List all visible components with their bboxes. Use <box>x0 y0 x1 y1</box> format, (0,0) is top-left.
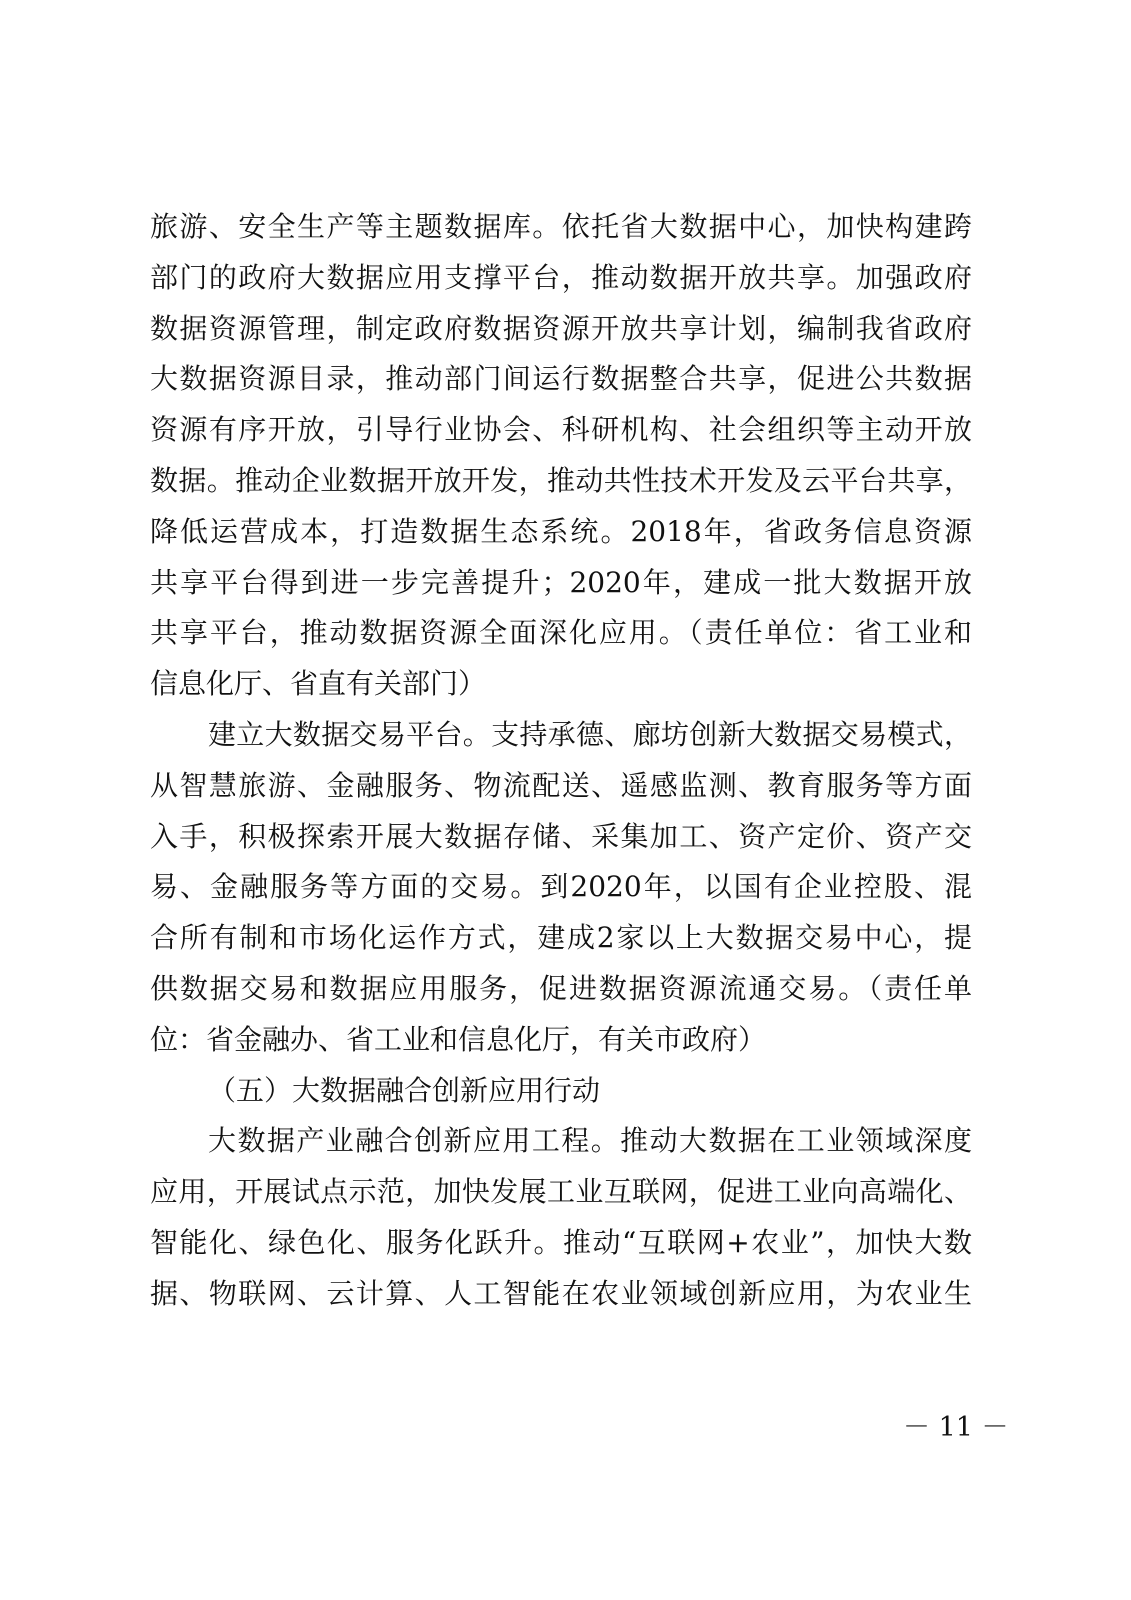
body-line: 共享平台，推动数据资源全面深化应用。（责任单位：省工业和 <box>150 616 972 650</box>
paragraph-heading-line: 建立大数据交易平台。支持承德、廊坊创新大数据交易模式， <box>208 717 972 751</box>
body-line: 部门的政府大数据应用支撑平台，推动数据开放共享。加强政府 <box>150 260 972 294</box>
body-line: 数据资源管理，制定政府数据资源开放共享计划，编制我省政府 <box>150 311 972 345</box>
body-line: 智能化、绿色化、服务化跃升。推动“互联网+农业”，加快大数 <box>150 1225 972 1259</box>
body-line: 降低运营成本，打造数据生态系统。2018年，省政务信息资源 <box>150 514 972 548</box>
body-line: 入手，积极探索开展大数据存储、采集加工、资产定价、资产交 <box>150 819 972 853</box>
body-line: 大数据资源目录，推动部门间运行数据整合共享，促进公共数据 <box>150 362 972 396</box>
document-body <box>150 202 972 1320</box>
body-line: 供数据交易和数据应用服务，促进数据资源流通交易。（责任单 <box>150 971 972 1005</box>
body-line: 合所有制和市场化运作方式，建成2家以上大数据交易中心，提 <box>150 921 972 955</box>
paragraph-heading-line: 大数据产业融合创新应用工程。推动大数据在工业领域深度 <box>208 1124 972 1158</box>
body-line: 易、金融服务等方面的交易。到2020年，以国有企业控股、混 <box>150 870 972 904</box>
body-line: 从智慧旅游、金融服务、物流配送、遥感监测、教育服务等方面 <box>150 768 972 802</box>
page-number: － 11 － <box>903 1412 1009 1443</box>
body-line: 信息化厅、省直有关部门） <box>150 667 487 701</box>
body-line: 共享平台得到进一步完善提升；2020年，建成一批大数据开放 <box>150 565 972 599</box>
body-line: 旅游、安全生产等主题数据库。依托省大数据中心，加快构建跨 <box>150 210 972 243</box>
body-line: 位：省金融办、省工业和信息化厅，有关市政府） <box>150 1022 767 1056</box>
body-line: 应用，开展试点示范，加快发展工业互联网，促进工业向高端化、 <box>150 1175 972 1209</box>
section-heading: （五）大数据融合创新应用行动 <box>208 1073 601 1107</box>
body-line: 资源有序开放，引导行业协会、科研机构、社会组织等主动开放 <box>150 413 972 447</box>
body-line: 据、物联网、云计算、人工智能在农业领域创新应用，为农业生 <box>150 1276 972 1310</box>
body-line: 数据。推动企业数据开放开发，推动共性技术开发及云平台共享， <box>150 463 972 497</box>
